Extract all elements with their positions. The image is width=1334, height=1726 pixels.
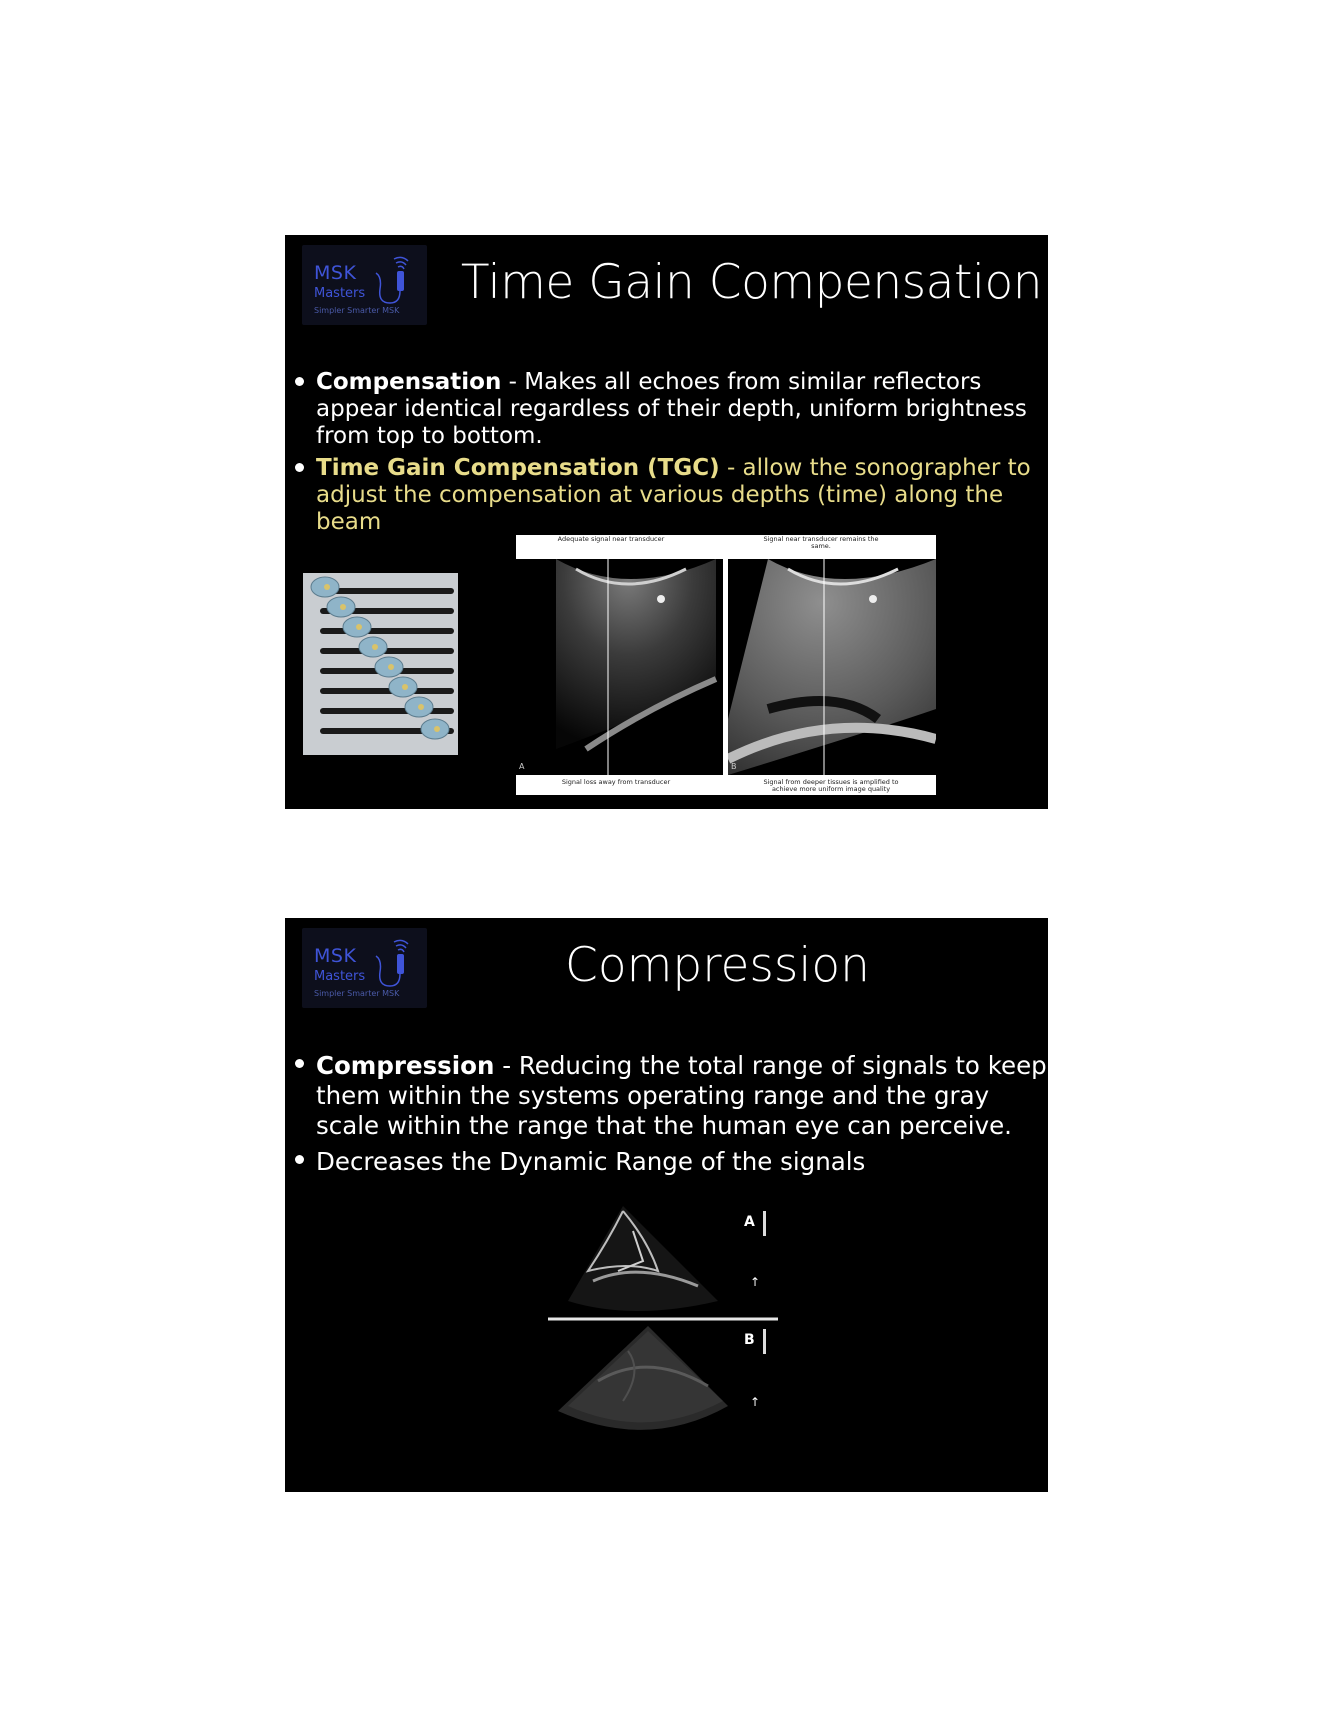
transducer-icon	[372, 936, 412, 991]
bullet-text: - Makes all echoes from similar reflectors appear identical regardless of their depth, uniform brightness from top to bottom.	[316, 369, 1027, 449]
slide-title: Compression	[565, 938, 870, 993]
slide-title: Time Gain Compensation	[460, 255, 1042, 310]
bullet-term: Compensation	[316, 369, 502, 395]
caption-bottom-left: Signal loss away from transducer	[561, 778, 671, 786]
echo-label-b: B	[744, 1332, 755, 1348]
ultrasound-panel-a	[516, 559, 723, 775]
panel-label-a: A	[519, 762, 525, 771]
panel-label-b: B	[731, 762, 737, 771]
msk-masters-logo	[302, 928, 427, 1008]
bullet-text: Decreases the Dynamic Range of the signals	[316, 1147, 866, 1176]
svg-text:↑: ↑	[750, 1395, 761, 1409]
logo-masters-text: Masters	[314, 969, 366, 984]
bullet-text: - allow the sonographer to adjust the compensation at various depths (time) along the beam	[316, 455, 1031, 535]
bullet-dynamic-range	[285, 1147, 1048, 1177]
tgc-ultrasound-figure	[516, 535, 936, 795]
compression-echo-figure	[548, 1201, 778, 1481]
logo-masters-text: Masters	[314, 286, 366, 301]
echo-label-a: A	[744, 1214, 755, 1230]
logo-msk-text: MSK	[314, 945, 357, 967]
bullet-text: - Reducing the total range of signals to keep them within the systems operating range and the gray scale within the range that the human eye can perceive.	[316, 1051, 1047, 1140]
tgc-slider-photo	[303, 573, 458, 755]
bullet-compression	[285, 1051, 1048, 1141]
bullet-compensation	[285, 369, 1048, 450]
bullet-list	[285, 369, 1048, 541]
svg-text:↑: ↑	[750, 1275, 761, 1289]
bullet-term: Time Gain Compensation (TGC)	[316, 455, 720, 481]
caption-top-left: Adequate signal near transducer	[557, 535, 665, 543]
logo-tagline: Simpler Smarter MSK	[314, 989, 400, 998]
bullet-tgc	[285, 455, 1048, 536]
bullet-term: Compression	[316, 1051, 495, 1080]
ultrasound-panel-b	[728, 559, 936, 775]
caption-top-right: Signal near transducer remains the same.	[763, 535, 879, 550]
slide-compression	[285, 918, 1048, 1492]
logo-msk-text: MSK	[314, 262, 357, 284]
bullet-list	[285, 1051, 1048, 1183]
caption-bottom-right: Signal from deeper tissues is amplified to achieve more uniform image quality	[763, 778, 899, 793]
transducer-icon	[372, 253, 412, 308]
msk-masters-logo	[302, 245, 427, 325]
slide-time-gain-compensation	[285, 235, 1048, 809]
logo-tagline: Simpler Smarter MSK	[314, 306, 400, 315]
